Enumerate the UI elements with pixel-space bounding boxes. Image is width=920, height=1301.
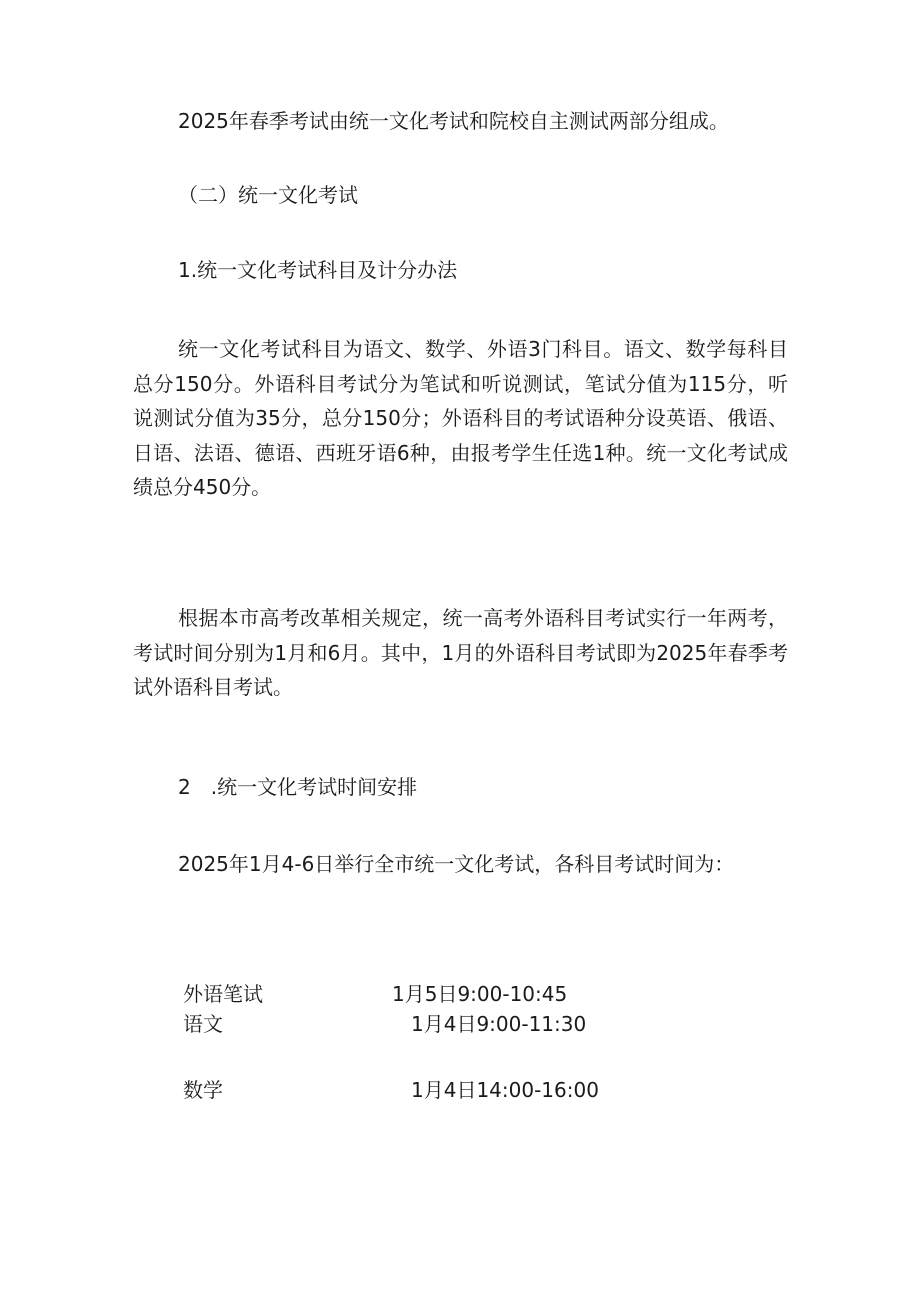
schedule-time: 1月4日14:00-16:00 [411,1078,599,1102]
subsection-heading-1: 1.统一文化考试科目及计分办法 [178,258,458,282]
subsection-heading-2: 2 .统一文化考试时间安排 [178,775,418,799]
paragraph-subjects: 统一文化考试科目为语文、数学、外语3门科目。语文、数学每科目总分150分。外语科目考试分为笔试和听说测试，笔试分值为115分，听说测试分值为35分，总分150分；外语科目的考试语种分设英语、俄语、日语、法语、德语、西班牙语6种，由报考学生任选1种。统一文化考试成绩总分450分。 [133,337,788,499]
paragraph-reform: 根据本市高考改革相关规定，统一高考外语科目考试实行一年两考，考试时间分别为1月和6月。其中，1月的外语科目考试即为2025年春季考试外语科目考试。 [133,606,788,699]
schedule-subject: 语文 [183,1012,223,1036]
schedule-intro: 2025年1月4-6日举行全市统一文化考试，各科目考试时间为： [178,852,735,876]
section-heading: （二）统一文化考试 [178,183,358,207]
schedule-subject: 外语笔试 [183,982,263,1006]
schedule-time: 1月4日9:00-11:30 [411,1012,587,1036]
schedule-time: 1月5日9:00-10:45 [392,982,568,1006]
intro-line: 2025年春季考试由统一文化考试和院校自主测试两部分组成。 [178,109,729,133]
schedule-subject: 数学 [183,1078,223,1102]
